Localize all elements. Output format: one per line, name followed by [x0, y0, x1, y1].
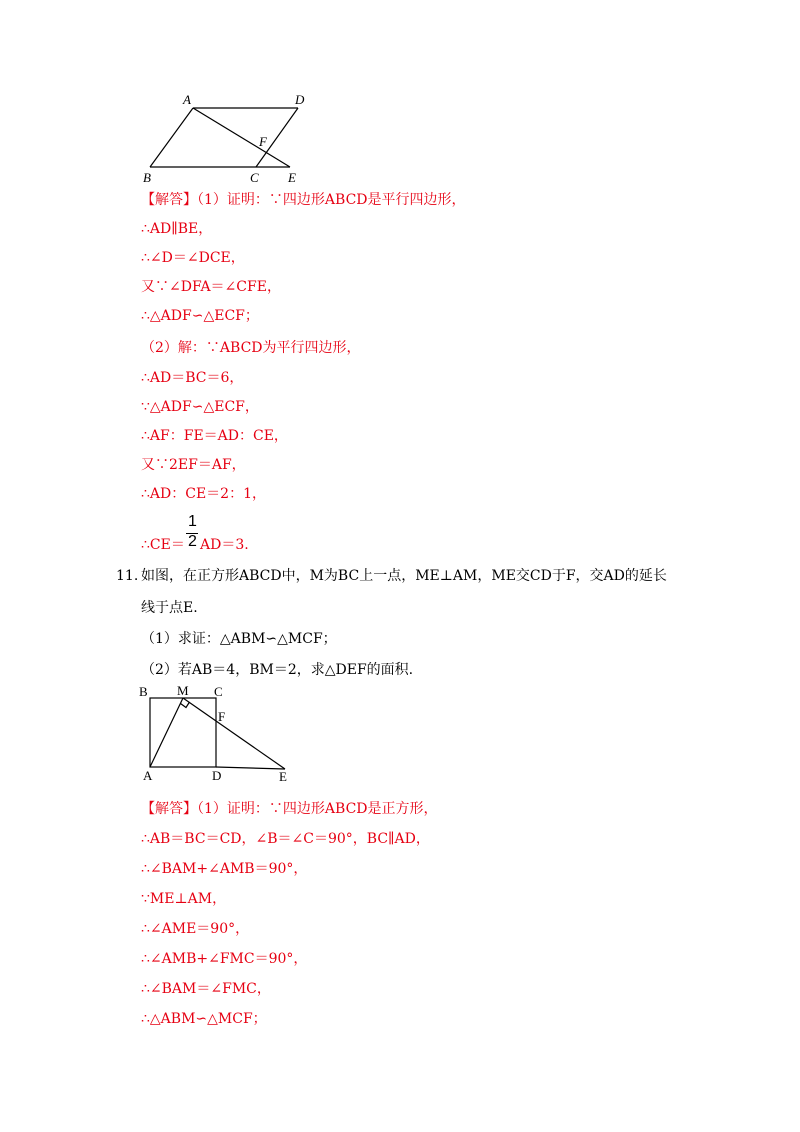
answer10-line-9: ∴AF：FE＝AD：CE，: [141, 428, 288, 444]
answer11-line-8: ∴△ABM∽△MCF；: [141, 1011, 267, 1027]
square-figure: [0, 683, 800, 783]
answer10-line-3: ∴∠D＝∠DCE，: [141, 250, 245, 266]
answer10-line-5: ∴△ADF∽△ECF；: [141, 308, 259, 324]
segment-am: [150, 698, 183, 767]
label-m: M: [177, 683, 189, 698]
label-f: F: [259, 134, 267, 149]
question11-part1: （1）求证：△ABM∽△MCF；: [141, 631, 337, 647]
label-c: C: [250, 170, 259, 185]
label-a: A: [143, 768, 153, 783]
label-b: B: [139, 684, 148, 699]
answer11-line-3: ∴∠BAM+∠AMB＝90°，: [141, 861, 308, 877]
answer10-line-6: （2）解：∵ABCD为平行四边形，: [141, 340, 361, 356]
answer10-line-2: ∴AD∥BE，: [141, 221, 213, 237]
label-a: A: [183, 92, 191, 107]
answer11-line-7: ∴∠BAM＝∠FMC，: [141, 981, 271, 997]
answer11-line-1: 【解答】（1）证明：∵四边形ABCD是正方形，: [141, 801, 438, 817]
answer10-line-4: 又∵∠DFA＝∠CFE，: [141, 279, 281, 295]
label-f: F: [218, 709, 226, 724]
answer11-line-2: ∴AB＝BC＝CD，∠B＝∠C＝90°，BC∥AD，: [141, 831, 430, 847]
right-angle-mark: [181, 702, 190, 708]
final-suffix: AD＝3.: [200, 537, 249, 553]
fraction-denominator: 2: [188, 533, 197, 550]
segment-ae: [193, 108, 290, 167]
segment-de: [216, 767, 285, 769]
question11-part2: （2）若AB＝4，BM＝2，求△DEF的面积.: [141, 662, 414, 678]
square-abcd: [150, 698, 216, 767]
final-prefix: ∴CE＝: [141, 537, 185, 553]
question11-stem-line2: 线于点E.: [141, 600, 198, 616]
segment-ab: [150, 108, 193, 167]
answer11-line-5: ∴∠AME＝90°，: [141, 921, 250, 937]
label-c: C: [214, 684, 223, 699]
fraction-numerator: 1: [188, 513, 197, 530]
parallelogram-figure: [0, 0, 800, 190]
answer10-line-7: ∴AD＝BC＝6，: [141, 370, 244, 386]
question11-number: 11.: [116, 568, 139, 584]
answer10-line-8: ∵△ADF∽△ECF，: [141, 399, 259, 415]
segment-me: [183, 698, 285, 769]
label-b: B: [143, 170, 151, 185]
answer10-line-11: ∴AD：CE＝2：1，: [141, 486, 266, 502]
answer10-line-1: 【解答】（1）证明：∵四边形ABCD是平行四边形，: [141, 192, 466, 208]
label-d: D: [212, 768, 222, 783]
question11-stem-line1: 如图，在正方形ABCD中，M为BC上一点，ME⊥AM，ME交CD于F，交AD的延长: [141, 568, 667, 584]
answer11-line-6: ∴∠AMB+∠FMC＝90°，: [141, 951, 308, 967]
label-e: E: [279, 769, 287, 783]
answer11-line-4: ∵ME⊥AM，: [141, 891, 227, 907]
label-d: D: [295, 92, 305, 107]
answer10-line-10: 又∵2EF＝AF，: [141, 457, 246, 473]
label-e: E: [288, 170, 296, 185]
